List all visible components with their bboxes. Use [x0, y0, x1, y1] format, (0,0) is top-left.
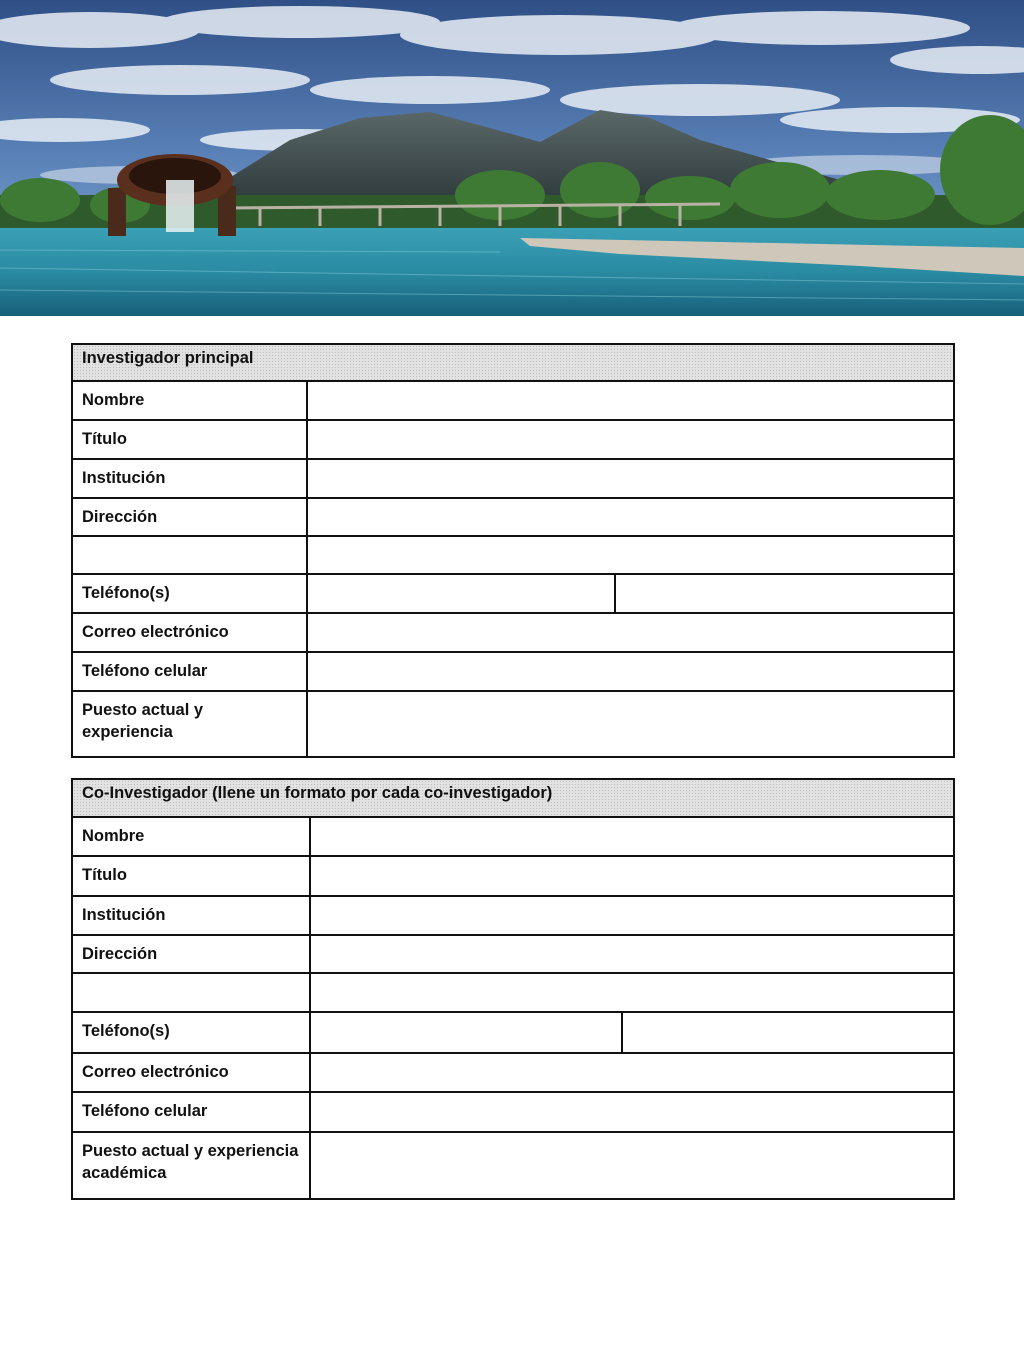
label-puesto: Puesto actual y experiencia académica — [72, 1132, 310, 1199]
institucion-field[interactable] — [307, 459, 954, 498]
table-row — [72, 779, 954, 817]
label-institucion: Institución — [72, 896, 310, 935]
titulo-field[interactable] — [307, 420, 954, 459]
nombre-field[interactable] — [307, 381, 954, 420]
table-row — [72, 536, 954, 574]
section-header: Co-Investigador (llene un formato por cada co-investigador) — [72, 779, 954, 817]
table-row — [72, 613, 954, 652]
co-investigator-table — [71, 778, 955, 1200]
table-row — [72, 459, 954, 498]
co-nombre-field[interactable] — [310, 817, 954, 856]
co-institucion-field[interactable] — [310, 896, 954, 935]
co-telefono-field-2[interactable] — [622, 1012, 954, 1053]
co-direccion-field[interactable] — [310, 935, 954, 973]
celular-field[interactable] — [307, 652, 954, 691]
label-celular: Teléfono celular — [72, 652, 307, 691]
principal-investigator-table — [71, 343, 955, 758]
label-titulo: Título — [72, 856, 310, 896]
co-correo-field[interactable] — [310, 1053, 954, 1092]
label-direccion: Dirección — [72, 498, 307, 536]
telefono-field-1[interactable] — [307, 574, 615, 613]
label-direccion: Dirección — [72, 935, 310, 973]
table-row — [72, 1132, 954, 1199]
table-row — [72, 973, 954, 1012]
direccion-field[interactable] — [307, 498, 954, 536]
label-telefonos: Teléfono(s) — [72, 1012, 310, 1053]
table-row — [72, 691, 954, 757]
co-celular-field[interactable] — [310, 1092, 954, 1132]
co-titulo-field[interactable] — [310, 856, 954, 896]
co-puesto-field[interactable] — [310, 1132, 954, 1199]
correo-field[interactable] — [307, 613, 954, 652]
section-header: Investigador principal — [72, 344, 954, 381]
table-row — [72, 344, 954, 381]
table-row — [72, 652, 954, 691]
label-telefonos: Teléfono(s) — [72, 574, 307, 613]
table-row — [72, 498, 954, 536]
direccion-field-line2[interactable] — [307, 536, 954, 574]
table-row — [72, 1053, 954, 1092]
label-correo: Correo electrónico — [72, 1053, 310, 1092]
table-row — [72, 856, 954, 896]
table-row — [72, 817, 954, 856]
table-row — [72, 381, 954, 420]
label-institucion: Institución — [72, 459, 307, 498]
table-row — [72, 1012, 954, 1053]
label-nombre: Nombre — [72, 381, 307, 420]
puesto-field[interactable] — [307, 691, 954, 757]
table-row — [72, 420, 954, 459]
telefono-field-2[interactable] — [615, 574, 954, 613]
co-telefono-field-1[interactable] — [310, 1012, 622, 1053]
table-row — [72, 1092, 954, 1132]
label-celular: Teléfono celular — [72, 1092, 310, 1132]
co-direccion-field-line2[interactable] — [310, 973, 954, 1012]
label-puesto: Puesto actual y experiencia — [72, 691, 307, 757]
blank-label-cell — [72, 973, 310, 1012]
banner-photo — [0, 0, 1024, 316]
label-correo: Correo electrónico — [72, 613, 307, 652]
table-row — [72, 896, 954, 935]
label-titulo: Título — [72, 420, 307, 459]
blank-label-cell — [72, 536, 307, 574]
table-row — [72, 935, 954, 973]
table-row — [72, 574, 954, 613]
label-nombre: Nombre — [72, 817, 310, 856]
